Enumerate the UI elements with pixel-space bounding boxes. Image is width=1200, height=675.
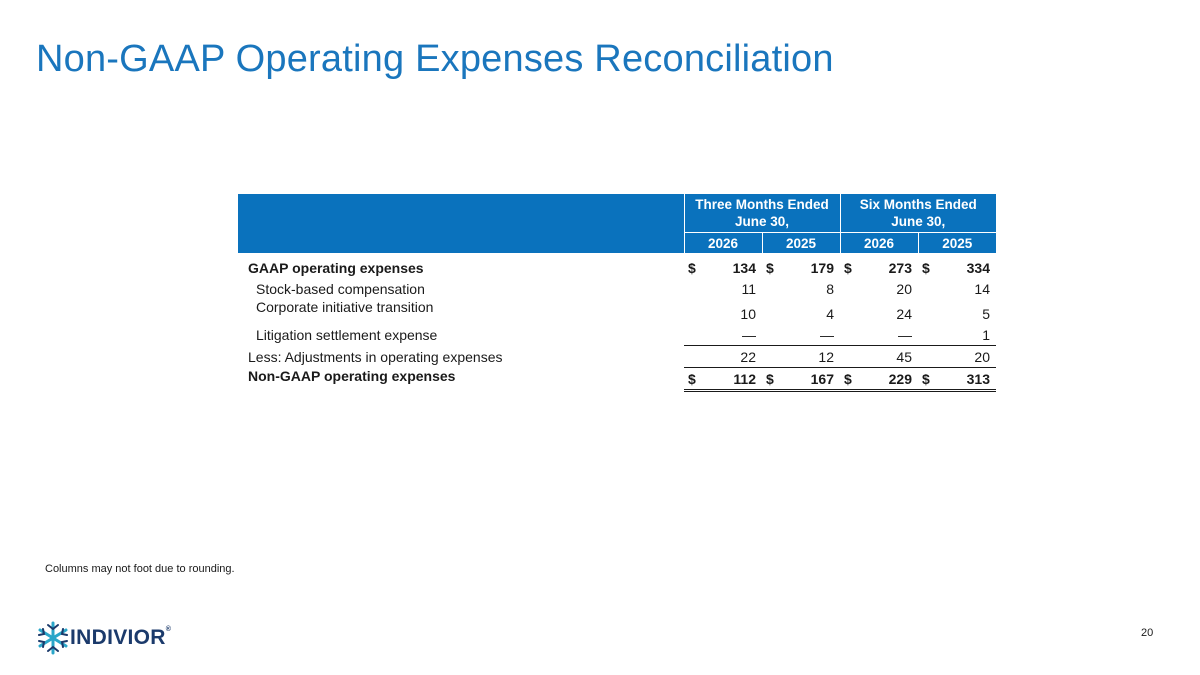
row-value: 11 bbox=[741, 280, 756, 297]
header-six-months-line2: June 30, bbox=[891, 214, 946, 229]
row-label: Stock-based compensation bbox=[256, 280, 425, 297]
logo-wordmark: INDIVIOR® bbox=[70, 626, 172, 649]
row-value: 167 bbox=[778, 368, 840, 391]
row-value: 45 bbox=[856, 346, 918, 368]
row-value: 334 bbox=[966, 259, 990, 276]
table-row bbox=[238, 299, 996, 324]
row-label: GAAP operating expenses bbox=[248, 259, 424, 276]
row-value: 1 bbox=[982, 326, 990, 343]
footnote: Columns may not foot due to rounding. bbox=[45, 563, 235, 575]
row-value: 10 bbox=[740, 305, 756, 322]
page-number: 20 bbox=[1141, 627, 1154, 639]
currency-symbol: $ bbox=[684, 368, 700, 391]
currency-symbol: $ bbox=[840, 368, 856, 391]
row-label: Less: Adjustments in operating expenses bbox=[248, 348, 503, 365]
table-row bbox=[238, 278, 996, 299]
table-row bbox=[238, 253, 996, 278]
row-label: Litigation settlement expense bbox=[256, 326, 438, 343]
currency-symbol: $ bbox=[922, 259, 930, 276]
header-year: 2025 bbox=[918, 233, 996, 254]
header-three-months-line1: Three Months Ended bbox=[695, 197, 829, 212]
currency-symbol: $ bbox=[766, 259, 774, 276]
header-three-months bbox=[684, 194, 840, 233]
row-value: — bbox=[742, 326, 756, 343]
row-value: 20 bbox=[896, 280, 912, 297]
currency-symbol: $ bbox=[688, 259, 696, 276]
row-value: — bbox=[820, 326, 834, 343]
row-value: 24 bbox=[896, 305, 912, 322]
header-six-months bbox=[840, 194, 996, 233]
row-value: 14 bbox=[974, 280, 990, 297]
row-value: 229 bbox=[856, 368, 918, 391]
header-year: 2026 bbox=[684, 233, 762, 254]
row-value: 134 bbox=[732, 259, 756, 276]
table-header-blank bbox=[238, 194, 684, 253]
row-value: 179 bbox=[810, 259, 834, 276]
row-value: 12 bbox=[778, 346, 840, 368]
row-label: Non-GAAP operating expenses bbox=[248, 367, 456, 384]
row-label: Corporate initiative transition bbox=[256, 299, 434, 315]
row-value: 8 bbox=[826, 280, 834, 297]
table-header-period-row bbox=[238, 194, 996, 233]
currency-symbol: $ bbox=[918, 368, 934, 391]
table-row bbox=[238, 324, 996, 346]
row-value: 20 bbox=[934, 346, 996, 368]
row-value: 273 bbox=[888, 259, 912, 276]
reconciliation-table bbox=[238, 194, 996, 392]
row-value: 22 bbox=[700, 346, 762, 368]
table-row bbox=[238, 346, 996, 368]
page-title: Non-GAAP Operating Expenses Reconciliation bbox=[36, 38, 834, 80]
currency-symbol: $ bbox=[762, 368, 778, 391]
row-value: 4 bbox=[826, 305, 834, 322]
header-year: 2025 bbox=[762, 233, 840, 254]
row-value: — bbox=[898, 326, 912, 343]
table-row bbox=[238, 368, 996, 391]
header-three-months-line2: June 30, bbox=[734, 214, 790, 229]
company-logo bbox=[36, 620, 176, 660]
row-value: 112 bbox=[700, 368, 762, 391]
row-value: 313 bbox=[934, 368, 996, 391]
header-year: 2026 bbox=[840, 233, 918, 254]
row-value: 5 bbox=[982, 305, 990, 322]
header-six-months-line1: Six Months Ended bbox=[859, 197, 977, 212]
indivior-snowflake-logo-icon bbox=[36, 620, 70, 656]
currency-symbol: $ bbox=[844, 259, 852, 276]
